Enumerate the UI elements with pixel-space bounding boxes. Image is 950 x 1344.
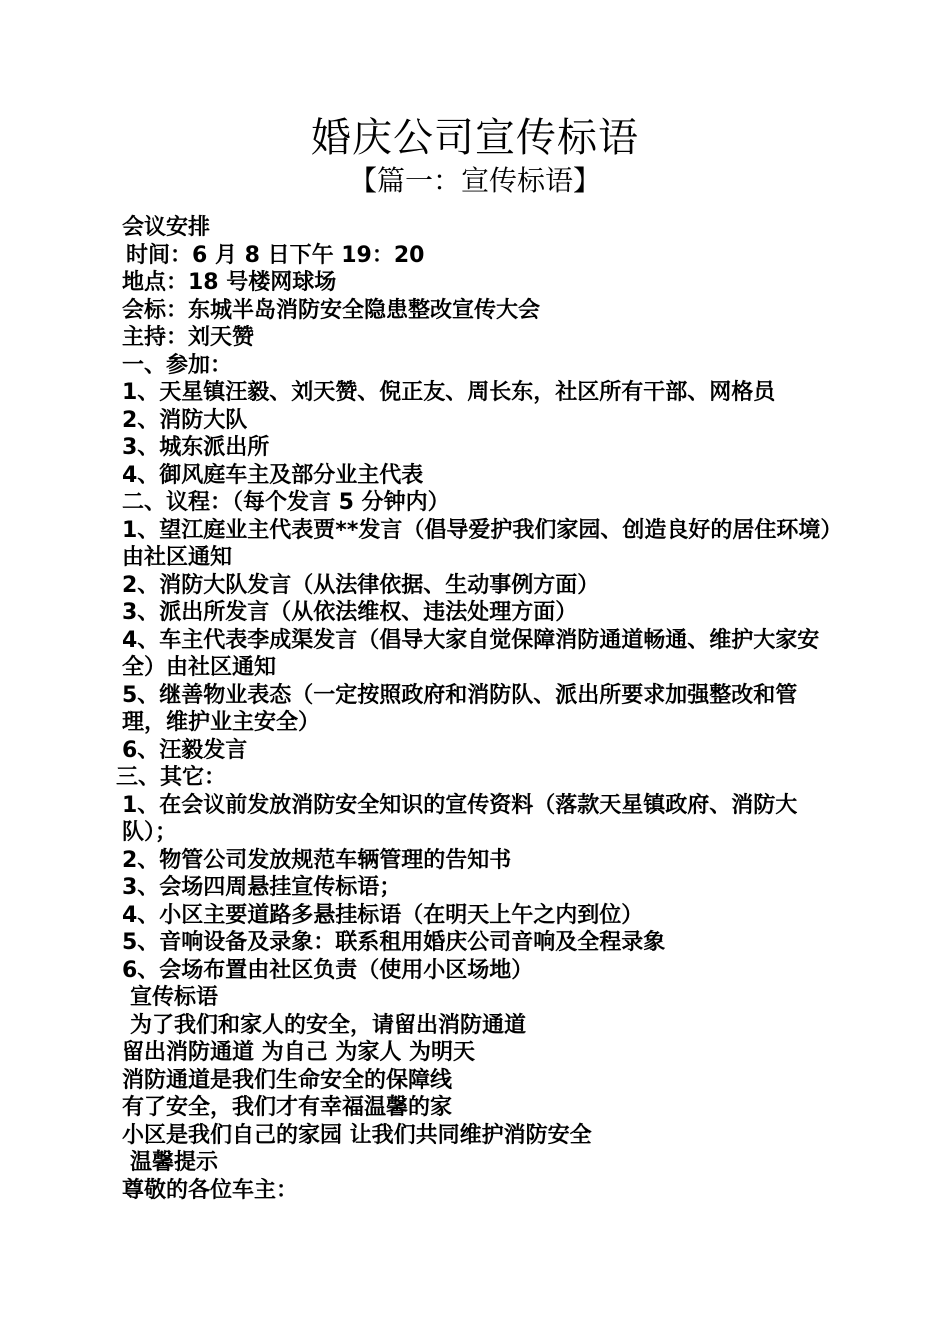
slogan-line: 小区是我们自己的家园 让我们共同维护消防安全 bbox=[122, 1122, 592, 1148]
section-heading-meeting: 会议安排 bbox=[122, 215, 211, 240]
list-item: 1、望江庭业主代表贾**发言（倡导爱护我们家园、创造良好的居住环境）由社区通知 bbox=[122, 517, 832, 570]
meeting-location: 地点：18 号楼网球场 bbox=[122, 270, 337, 295]
list-item: 5、音响设备及录象：联系租用婚庆公司音响及全程录象 bbox=[122, 930, 666, 955]
salutation: 尊敬的各位车主： bbox=[122, 1177, 299, 1203]
meeting-host: 主持：刘天赞 bbox=[122, 325, 255, 350]
list-item: 3、城东派出所 bbox=[122, 435, 270, 460]
list-item: 6、会场布置由社区负责（使用小区场地） bbox=[122, 957, 534, 983]
list-item: 2、物管公司发放规范车辆管理的告知书 bbox=[122, 847, 512, 873]
section-heading-agenda: 二、议程：（每个发言 5 分钟内） bbox=[122, 490, 450, 515]
document-subtitle: 【篇一：宣传标语】 bbox=[348, 164, 601, 197]
list-item: 1、天星镇汪毅、刘天赞、倪正友、周长东，社区所有干部、网格员 bbox=[122, 380, 776, 405]
section-heading-participants: 一、参加： bbox=[122, 352, 233, 378]
meeting-banner: 会标：东城半岛消防安全隐患整改宣传大会 bbox=[122, 297, 541, 323]
list-item: 2、消防大队发言（从法律依据、生动事例方面） bbox=[122, 572, 600, 598]
document-title: 婚庆公司宣传标语 bbox=[311, 115, 639, 161]
list-item: 2、消防大队 bbox=[122, 407, 248, 433]
list-item: 4、小区主要道路多悬挂标语（在明天上午之内到位） bbox=[122, 902, 644, 928]
slogan-line: 消防通道是我们生命安全的保障线 bbox=[122, 1067, 453, 1093]
list-item: 3、会场四周悬挂宣传标语； bbox=[122, 875, 402, 900]
list-item: 4、车主代表李成渠发言（倡导大家自觉保障消防通道畅通、维护大家安全）由社区通知 bbox=[122, 627, 820, 680]
section-heading-reminder: 温馨提示 bbox=[130, 1150, 219, 1175]
list-item: 4、御风庭车主及部分业主代表 bbox=[122, 462, 424, 488]
section-heading-other: 三、其它： bbox=[116, 765, 227, 790]
slogan-line: 为了我们和家人的安全，请留出消防通道 bbox=[130, 1012, 527, 1038]
list-item: 3、派出所发言（从依法维权、违法处理方面） bbox=[122, 600, 578, 625]
slogan-line: 有了安全，我们才有幸福温馨的家 bbox=[122, 1095, 453, 1120]
list-item: 5、继善物业表态（一定按照政府和消防队、派出所要求加强整改和管理，维护业主安全） bbox=[122, 682, 798, 735]
slogan-line: 留出消防通道 为自己 为家人 为明天 bbox=[122, 1040, 475, 1065]
section-heading-slogans: 宣传标语 bbox=[130, 985, 219, 1010]
list-item: 1、在会议前发放消防安全知识的宣传资料（落款天星镇政府、消防大队）； bbox=[122, 792, 798, 845]
document-body bbox=[116, 214, 836, 1204]
list-item: 6、汪毅发言 bbox=[122, 737, 248, 763]
meeting-time: 时间：6 月 8 日下午 19：20 bbox=[126, 242, 425, 268]
